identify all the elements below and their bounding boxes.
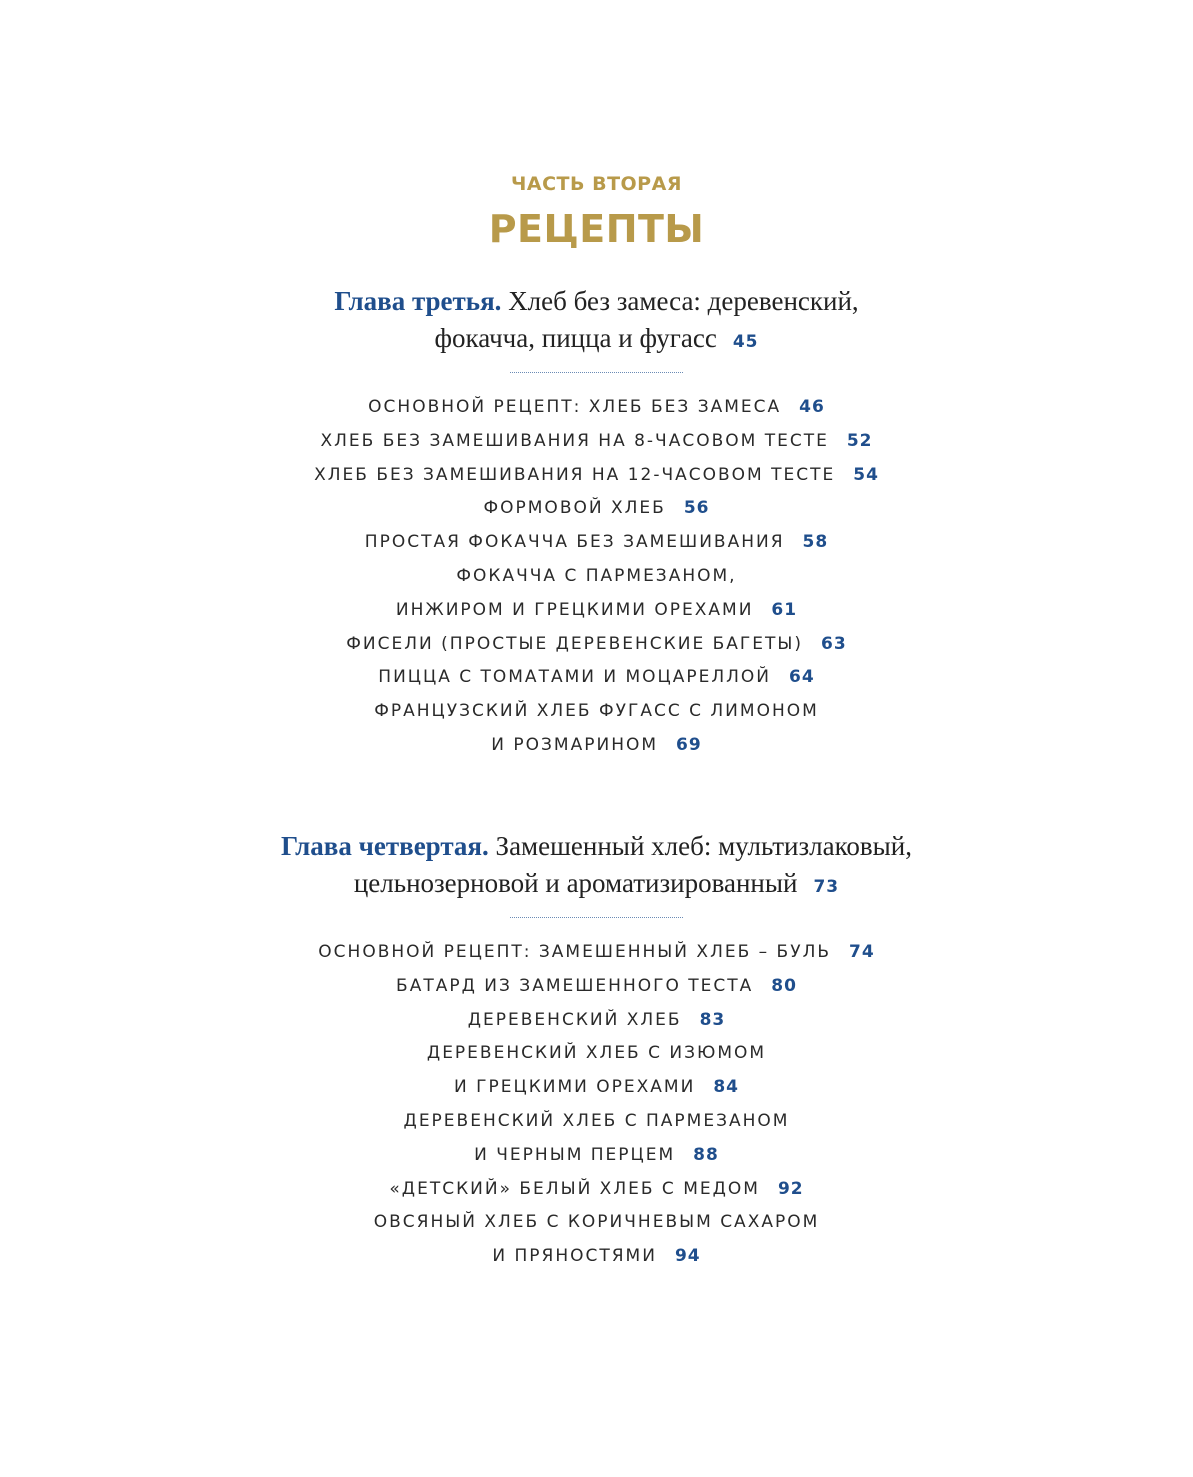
toc-entry[interactable] xyxy=(0,391,1193,425)
chapter-page-number[interactable]: 73 xyxy=(813,877,840,897)
chapter-3-entries xyxy=(0,391,1193,763)
chapter-title-part-1: Замешенный хлеб: мультизлаковый, xyxy=(495,831,912,861)
toc-entry-title: ДЕРЕВЕНСКИЙ ХЛЕБ С ИЗЮМОМ xyxy=(426,1043,767,1064)
toc-entry[interactable] xyxy=(0,1139,1193,1173)
toc-entry xyxy=(0,560,1193,594)
chapter-title-part-2: фокачча, пицца и фугасс xyxy=(434,323,717,353)
chapter-heading-line-1 xyxy=(0,283,1193,320)
chapter-title-part-2: цельнозерновой и ароматизированный xyxy=(353,868,798,898)
toc-entry-page-number[interactable]: 74 xyxy=(849,942,875,962)
toc-entry[interactable] xyxy=(0,628,1193,662)
toc-entry-page-number[interactable]: 94 xyxy=(674,1246,701,1267)
dotted-divider xyxy=(510,372,683,373)
toc-entry[interactable] xyxy=(0,492,1193,526)
toc-entry-title: ИНЖИРОМ И ГРЕЦКИМИ ОРЕХАМИ xyxy=(395,599,754,620)
toc-entry[interactable] xyxy=(0,1071,1193,1105)
toc-entry-title: ОСНОВНОЙ РЕЦЕПТ: ХЛЕБ БЕЗ ЗАМЕСА xyxy=(368,397,782,417)
toc-entry-page-number[interactable]: 46 xyxy=(799,397,825,417)
toc-entry-page-number[interactable]: 69 xyxy=(676,734,702,755)
chapter-heading-line-2 xyxy=(0,865,1193,906)
toc-entry-page-number[interactable]: 54 xyxy=(853,464,879,485)
toc-entry-page-number[interactable]: 56 xyxy=(683,498,710,519)
toc-entry-title: ДЕРЕВЕНСКИЙ ХЛЕБ xyxy=(467,1009,682,1030)
chapter-page-number[interactable]: 45 xyxy=(732,332,759,352)
toc-entry[interactable] xyxy=(0,425,1193,459)
chapter-heading-line-2 xyxy=(0,320,1193,361)
toc-entry[interactable] xyxy=(0,1240,1193,1274)
toc-entry-title: ФРАНЦУЗСКИЙ ХЛЕБ ФУГАСС С ЛИМОНОМ xyxy=(374,701,819,722)
toc-entry-title: ФОКАЧЧА С ПАРМЕЗАНОМ, xyxy=(456,565,737,586)
toc-entry-title: ДЕРЕВЕНСКИЙ ХЛЕБ С ПАРМЕЗАНОМ xyxy=(403,1110,790,1131)
chapter-label: Глава третья. xyxy=(334,286,502,316)
toc-entry-page-number[interactable]: 83 xyxy=(699,1009,726,1030)
toc-entry[interactable] xyxy=(0,729,1193,763)
toc-entry[interactable] xyxy=(0,1004,1193,1038)
toc-entry-page-number[interactable]: 84 xyxy=(713,1077,739,1098)
toc-entry-title: ОВСЯНЫЙ ХЛЕБ С КОРИЧНЕВЫМ САХАРОМ xyxy=(373,1212,820,1233)
toc-entry-title: ХЛЕБ БЕЗ ЗАМЕШИВАНИЯ НА 12-ЧАСОВОМ ТЕСТЕ xyxy=(314,464,836,485)
toc-entry-title: ПРОСТАЯ ФОКАЧЧА БЕЗ ЗАМЕШИВАНИЯ xyxy=(364,532,785,553)
chapter-heading xyxy=(0,283,1193,361)
toc-entry[interactable] xyxy=(0,526,1193,560)
chapter-label: Глава четвертая. xyxy=(281,831,489,861)
toc-entry-title: ФИСЕЛИ (ПРОСТЫЕ ДЕРЕВЕНСКИЕ БАГЕТЫ) xyxy=(346,633,804,654)
toc-entry xyxy=(0,1206,1193,1240)
part-title: РЕЦЕПТЫ xyxy=(488,207,705,251)
toc-entry-page-number[interactable]: 88 xyxy=(693,1144,719,1165)
toc-entry-page-number[interactable]: 64 xyxy=(789,667,815,688)
toc-entry-title: ХЛЕБ БЕЗ ЗАМЕШИВАНИЯ НА 8-ЧАСОВОМ ТЕСТЕ xyxy=(320,430,829,451)
dotted-divider xyxy=(510,917,683,918)
toc-entry[interactable] xyxy=(0,1173,1193,1207)
toc-entry[interactable] xyxy=(0,594,1193,628)
chapter-heading-line-1 xyxy=(0,828,1193,865)
toc-entry[interactable] xyxy=(0,970,1193,1004)
toc-entry-title: БАТАРД ИЗ ЗАМЕШЕННОГО ТЕСТА xyxy=(396,975,754,996)
toc-entry-title: ФОРМОВОЙ ХЛЕБ xyxy=(483,498,666,519)
toc-entry-page-number[interactable]: 58 xyxy=(802,532,829,553)
toc-entry-page-number[interactable]: 61 xyxy=(771,599,798,620)
toc-entry-title: И ГРЕЦКИМИ ОРЕХАМИ xyxy=(454,1077,696,1098)
toc-entry-title: И РОЗМАРИНОМ xyxy=(491,734,659,755)
toc-entry-page-number[interactable]: 52 xyxy=(846,430,873,451)
toc-entry-title: И ПРЯНОСТЯМИ xyxy=(492,1246,657,1267)
chapter-heading xyxy=(0,828,1193,906)
toc-entry[interactable] xyxy=(0,661,1193,695)
toc-entry-page-number[interactable]: 92 xyxy=(777,1178,804,1199)
chapter-4-entries xyxy=(0,936,1193,1274)
toc-entry-title: ПИЦЦА С ТОМАТАМИ И МОЦАРЕЛЛОЙ xyxy=(378,667,772,688)
toc-entry-page-number[interactable]: 80 xyxy=(771,975,797,996)
toc-entry-title: И ЧЕРНЫМ ПЕРЦЕМ xyxy=(474,1144,676,1165)
toc-entry xyxy=(0,1105,1193,1139)
toc-entry xyxy=(0,1037,1193,1071)
toc-entry-page-number[interactable]: 63 xyxy=(821,633,847,654)
toc-entry[interactable] xyxy=(0,459,1193,493)
toc-entry xyxy=(0,695,1193,729)
part-label: ЧАСТЬ ВТОРАЯ xyxy=(511,173,682,195)
toc-entry-title: «ДЕТСКИЙ» БЕЛЫЙ ХЛЕБ С МЕДОМ xyxy=(389,1178,760,1199)
toc-entry[interactable] xyxy=(0,936,1193,970)
chapter-title-part-1: Хлеб без замеса: деревенский, xyxy=(508,286,859,316)
toc-entry-title: ОСНОВНОЙ РЕЦЕПТ: ЗАМЕШЕННЫЙ ХЛЕБ – БУЛЬ xyxy=(318,942,832,962)
